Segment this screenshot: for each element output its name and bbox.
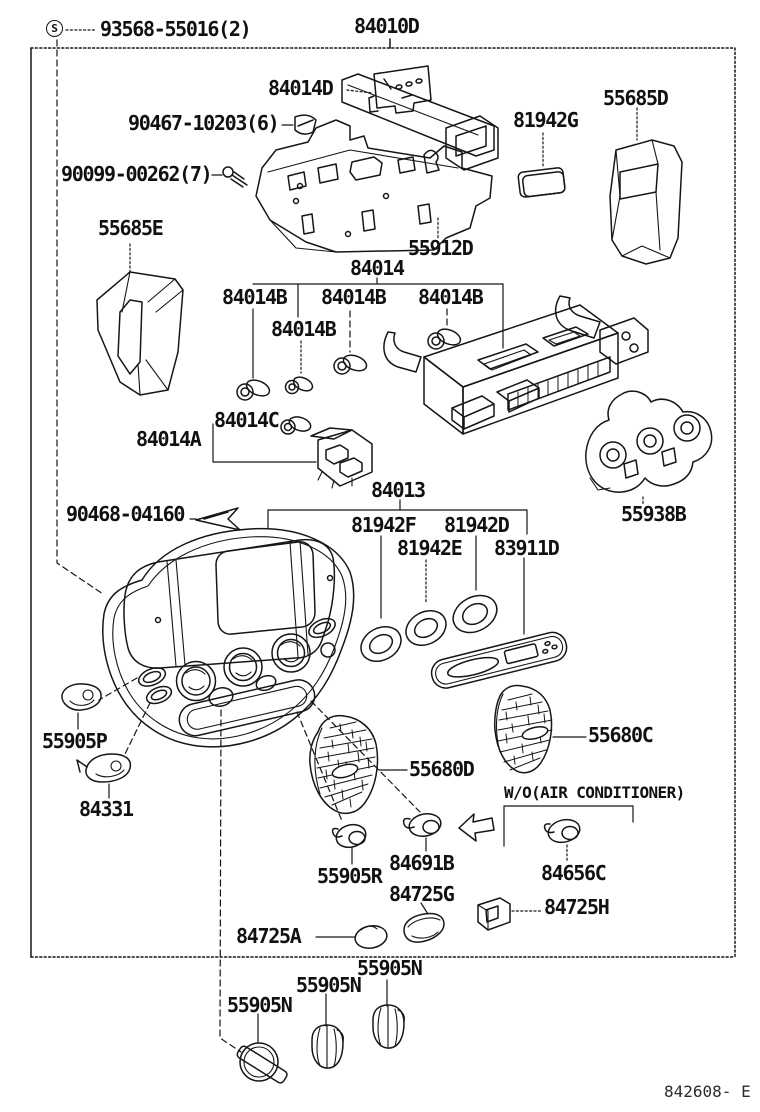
label-84010d: 84010D (354, 14, 419, 38)
part-81942g-drawing (518, 133, 566, 198)
part-55680d-drawing (310, 716, 407, 814)
label-55680c: 55680C (588, 723, 653, 747)
label-55905n-2: 55905N (296, 973, 361, 997)
label-84014b-2: 84014B (321, 285, 386, 309)
part-55905r-drawing (333, 821, 369, 864)
part-84691b-drawing (404, 811, 443, 851)
part-84656c-drawing (545, 816, 583, 861)
label-84014d: 84014D (268, 76, 333, 100)
part-84013-bezel-drawing (103, 529, 354, 747)
label-83911d: 83911D (494, 536, 559, 560)
part-55905n-middle-drawing (312, 994, 343, 1068)
label-90467-10203: 90467-10203(6) (128, 111, 279, 135)
label-84656c: 84656C (541, 861, 606, 885)
label-84013: 84013 (371, 478, 425, 502)
label-84331: 84331 (79, 797, 133, 821)
label-84014: 84014 (350, 256, 404, 280)
label-84014b-3: 84014B (418, 285, 483, 309)
label-55912d: 55912D (408, 236, 473, 260)
part-84725g-drawing (404, 903, 444, 942)
part-55905n-right-drawing (373, 980, 404, 1048)
label-55905p: 55905P (42, 729, 107, 753)
label-84725h: 84725H (544, 895, 609, 919)
part-55685d-drawing (610, 108, 682, 264)
label-93568-55016: 93568-55016(2) (100, 17, 251, 41)
part-55905p-drawing (62, 684, 101, 729)
label-90468-04160: 90468-04160 (66, 502, 185, 526)
part-81942-rings (355, 588, 503, 668)
arrow-icon (459, 814, 494, 841)
part-90099-drawing (212, 167, 247, 187)
part-90468-drawing (190, 508, 240, 530)
label-81942g: 81942G (513, 108, 578, 132)
label-55685d: 55685D (603, 86, 668, 110)
label-55938b: 55938B (621, 502, 686, 526)
part-84725a-drawing (316, 923, 389, 950)
part-90467-drawing (282, 115, 316, 134)
part-84014a-drawing (213, 424, 372, 488)
label-84014c: 84014C (214, 408, 279, 432)
part-84725h-drawing (478, 898, 542, 930)
label-90099-00262: 90099-00262(7) (61, 162, 212, 186)
label-55680d: 55680D (409, 757, 474, 781)
label-55685e: 55685E (98, 216, 163, 240)
label-55905n-1: 55905N (357, 956, 422, 980)
label-84014b-4: 84014B (271, 317, 336, 341)
label-84691b: 84691B (389, 851, 454, 875)
label-81942f: 81942F (351, 513, 416, 537)
part-55938b-drawing (586, 391, 712, 505)
part-55680c-drawing (495, 685, 586, 772)
label-81942d: 81942D (444, 513, 509, 537)
s-marker-badge: S (46, 20, 63, 37)
part-84331-drawing (77, 754, 130, 798)
label-wo-air-conditioner: W/O(AIR CONDITIONER) (504, 783, 685, 802)
part-55905n-left-drawing (236, 1014, 289, 1084)
label-84725g: 84725G (389, 882, 454, 906)
label-84014b-1: 84014B (222, 285, 287, 309)
label-55905n-3: 55905N (227, 993, 292, 1017)
label-84014a: 84014A (136, 427, 201, 451)
label-84725a: 84725A (236, 924, 301, 948)
figure-code: 842608- E (664, 1082, 751, 1101)
label-81942e: 81942E (397, 536, 462, 560)
label-55905r: 55905R (317, 864, 382, 888)
part-83911d-drawing (429, 629, 570, 691)
part-55685e-drawing (97, 244, 183, 395)
